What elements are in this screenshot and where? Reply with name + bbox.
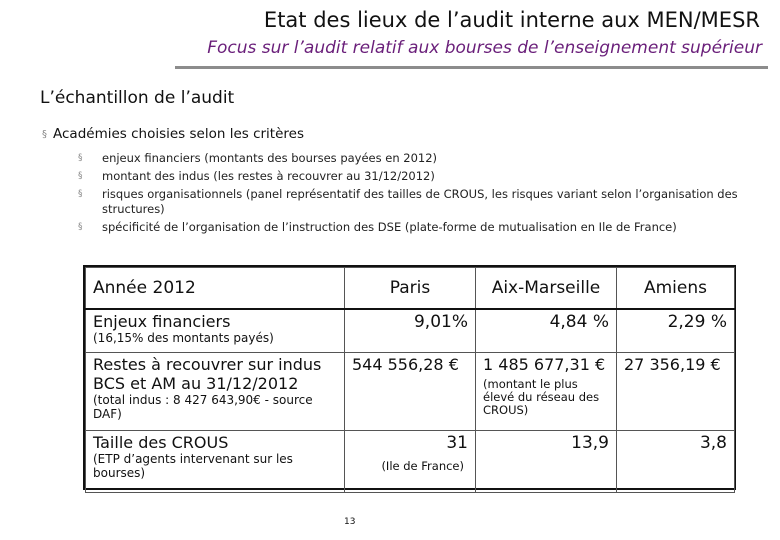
criteria-list [78,151,758,238]
slide-subtitle: Focus sur l’audit relatif aux bourses de l’enseignement supérieur [207,38,762,58]
row-label: Enjeux financiers [93,312,231,331]
list-item-text: montant des indus (les restes à recouvrer au 31/12/2012) [102,169,435,183]
table-cell-value: 1 485 677,31 € [483,354,606,374]
column-header-amiens: Amiens [617,268,735,310]
table-row [86,309,735,352]
row-label-cell [86,430,345,492]
title-divider [175,66,768,69]
table-cell: 4,84 % [476,309,617,352]
column-header-aix-marseille: Aix-Marseille [476,268,617,310]
row-label-cell [86,309,345,352]
row-sublabel: (total indus : 8 427 643,90€ - source DAF) [93,392,313,421]
list-item [78,151,758,166]
list-item-text: spécificité de l’organisation de l’instruction des DSE (plate-forme de mutualisation en Ile de France) [102,220,677,234]
table-cell-value: 31 [446,432,468,453]
page-number: 13 [344,517,356,527]
table-corner-cell: Année 2012 [86,268,345,310]
table-cell: 13,9 [476,430,617,492]
bullet-icon: § [78,222,83,232]
table-cell: 3,8 [617,430,735,492]
criteria-heading-text: Académies choisies selon les critères [53,126,304,142]
table-row [86,430,735,492]
table-cell: 27 356,19 € [617,352,735,430]
table-cell-with-note [345,430,476,492]
row-label: Taille des CROUS [93,432,229,452]
list-item [78,187,758,217]
table-cell: 9,01% [345,309,476,352]
table-row [86,352,735,430]
bullet-icon: § [42,129,47,140]
bullet-icon: § [78,189,83,199]
cell-note: (Ile de France) [381,458,464,473]
criteria-heading [42,126,304,142]
row-label-cell [86,352,345,430]
bullet-icon: § [78,153,83,163]
data-table [85,267,735,493]
table-cell: 544 556,28 € [345,352,476,430]
bullet-icon: § [78,171,83,181]
list-item-text: enjeux financiers (montants des bourses payées en 2012) [102,151,438,165]
table-cell: 2,29 % [617,309,735,352]
cell-note: (montant le plus élevé du réseau des CROUS) [483,376,600,417]
table-cell-with-note [476,352,617,430]
row-sublabel: (16,15% des montants payés) [93,331,274,345]
section-title: L’échantillon de l’audit [40,88,235,108]
list-item-text: risques organisationnels (panel représentatif des tailles de CROUS, les risques variant selon l’organisation des structures) [102,187,738,216]
column-header-paris: Paris [345,268,476,310]
table-header-row [86,268,735,310]
row-label: Restes à recouvrer sur indus BCS et AM au 31/12/2012 [93,354,322,393]
slide-title: Etat des lieux de l’audit interne aux MEN/MESR [263,8,760,32]
row-sublabel: (ETP d’agents intervenant sur les bourses) [93,451,293,480]
audit-sample-table [83,265,736,490]
list-item [78,220,758,235]
list-item [78,169,758,184]
